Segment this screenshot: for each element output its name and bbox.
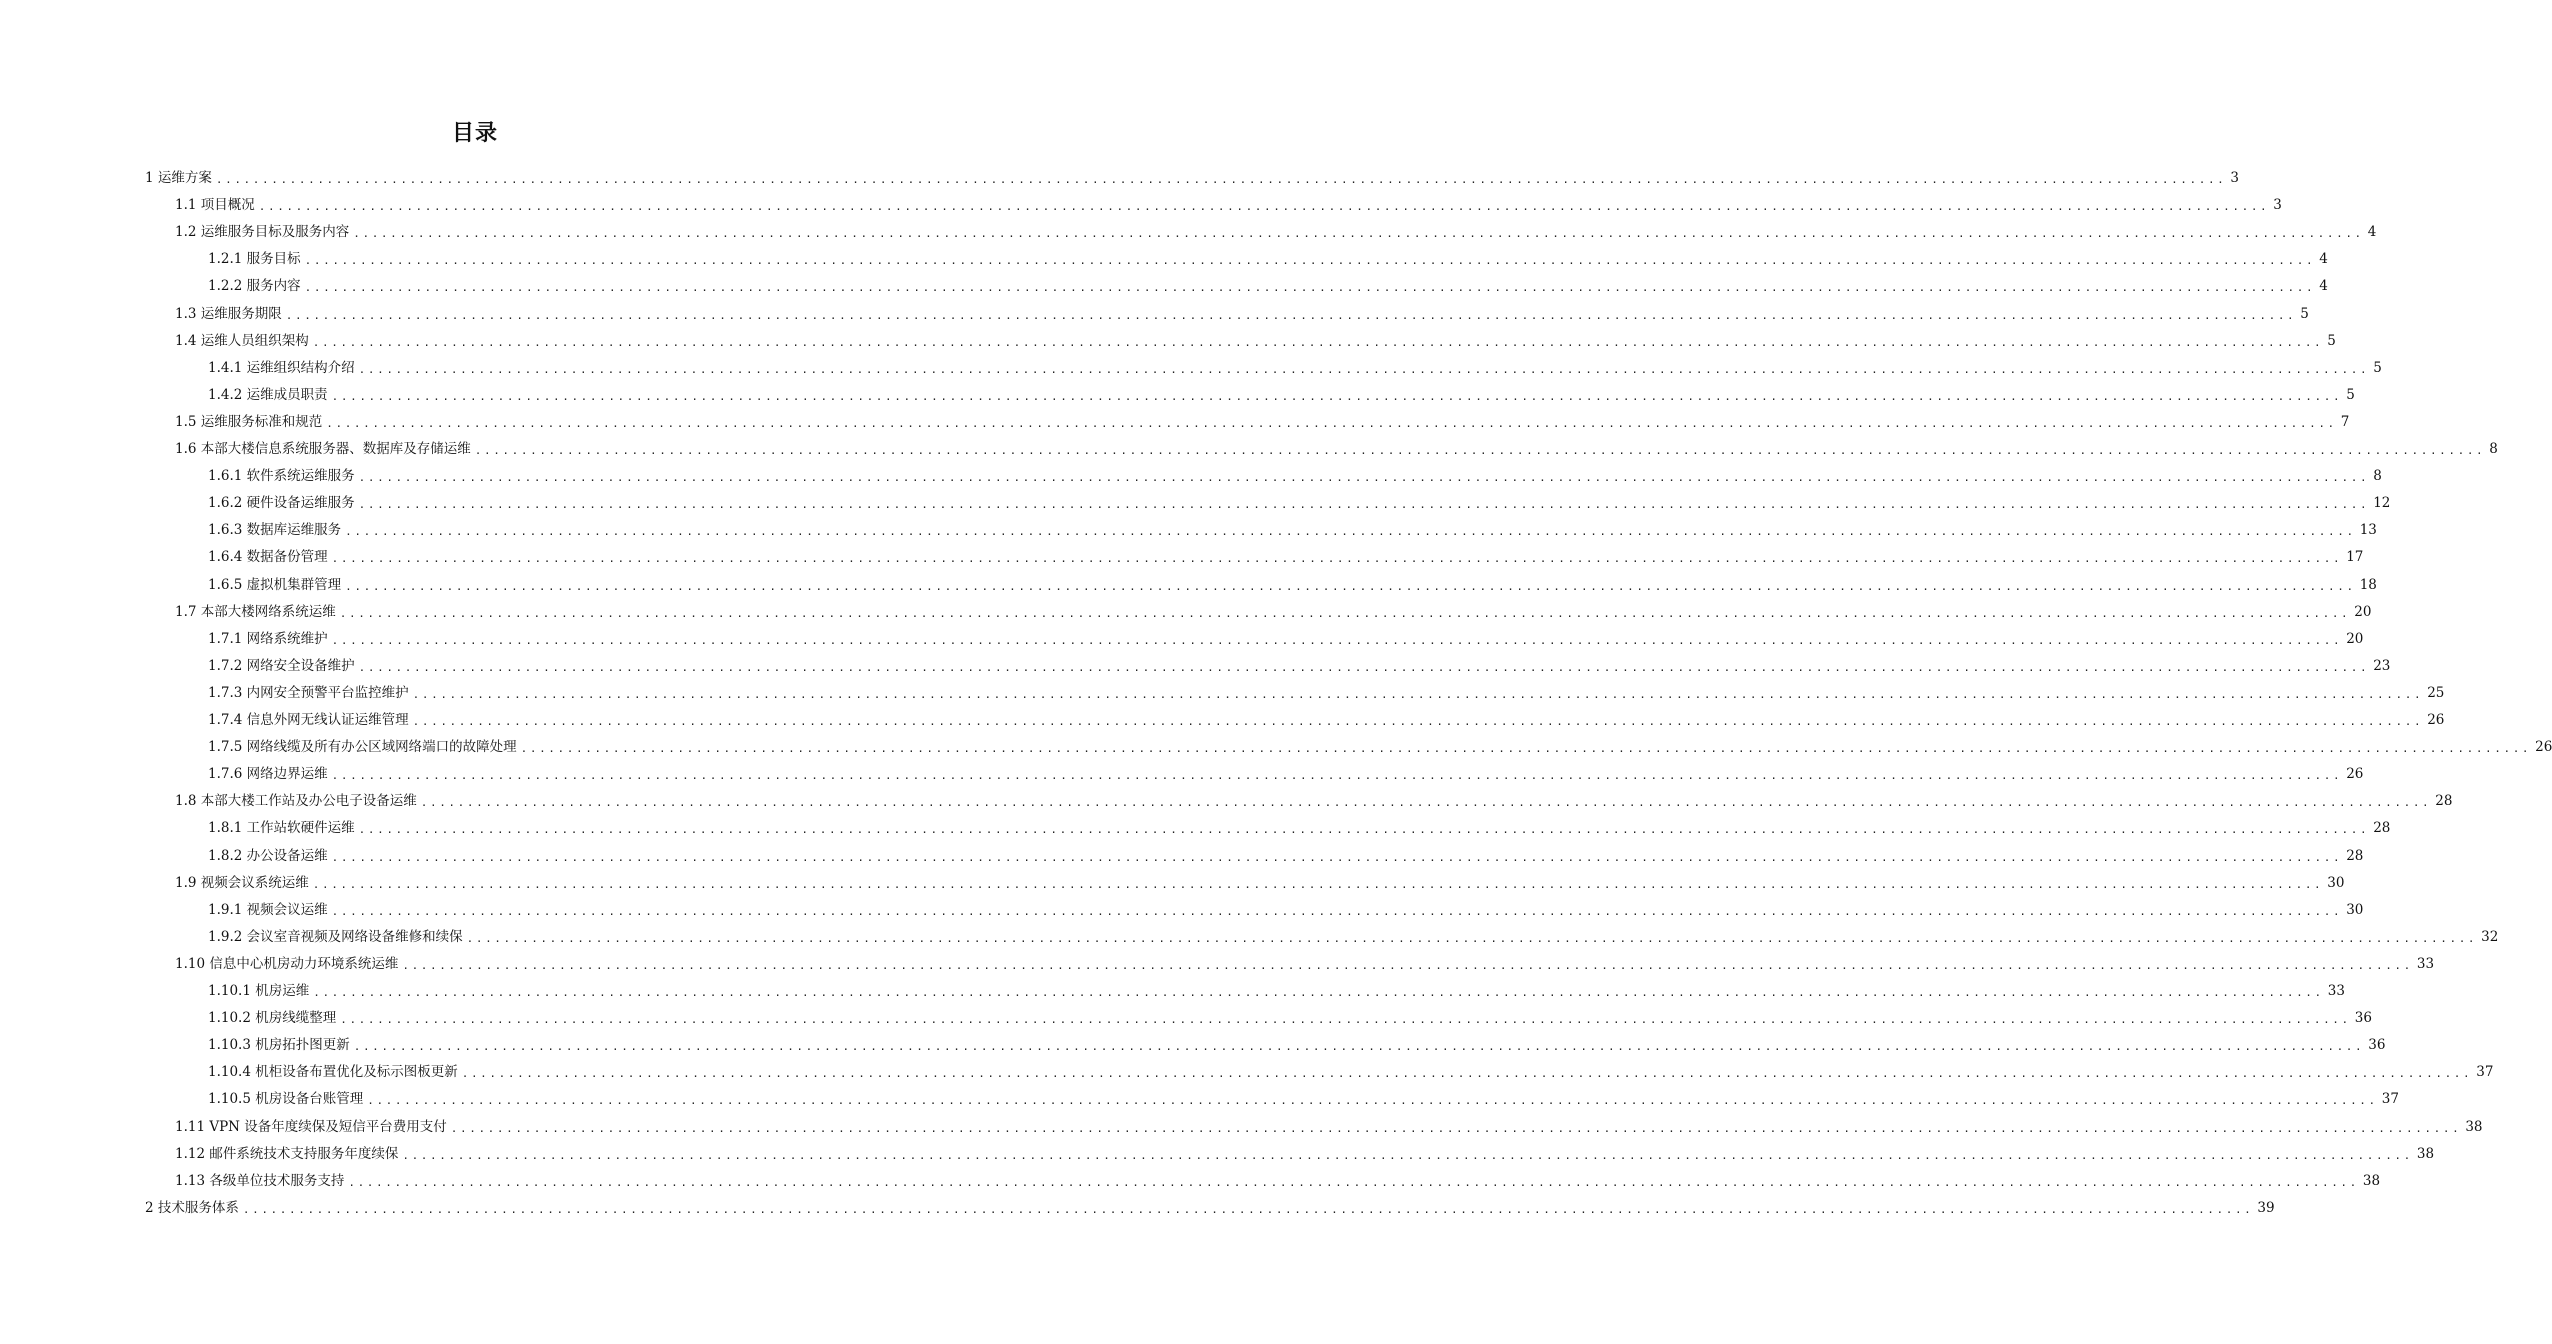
toc-entry[interactable] xyxy=(208,246,2328,273)
toc-dot-leader: .......................................................................................................................................................................................................................... xyxy=(358,471,2370,485)
toc-entry-title: 1.9.2 会议室音视频及网络设备维修和续保 xyxy=(208,928,463,945)
toc-dot-leader: .......................................................................................................................................................................................................................... xyxy=(304,281,2316,295)
toc-entry-title: 1.10.1 机房运维 xyxy=(208,983,310,999)
toc-entry[interactable] xyxy=(175,870,2345,897)
toc-page-number: 26 xyxy=(2346,766,2364,783)
toc-entry-title: 1.9.1 视频会议运维 xyxy=(208,901,328,918)
toc-page-number: 3 xyxy=(2230,170,2240,186)
toc-entry-title: 1.7.6 网络边界运维 xyxy=(208,766,328,783)
toc-page-number: 25 xyxy=(2427,684,2445,701)
toc-dot-leader: .......................................................................................................................................................................................................................... xyxy=(345,525,2356,539)
toc-entry-title: 1.13 各级单位技术服务支持 xyxy=(175,1172,345,1189)
toc-entry[interactable] xyxy=(208,680,2445,707)
toc-dot-leader: .......................................................................................................................................................................................................................... xyxy=(367,1094,2378,1108)
toc-entry[interactable] xyxy=(208,815,2391,842)
toc-page-number: 28 xyxy=(2435,793,2453,810)
toc-entry-title: 1.7 本部大楼网络系统运维 xyxy=(175,603,336,620)
toc-entry-title: 1.5 运维服务标准和规范 xyxy=(175,413,323,430)
toc-page-number: 30 xyxy=(2346,901,2364,918)
toc-entry[interactable] xyxy=(208,1086,2399,1113)
toc-entry[interactable] xyxy=(208,1032,2386,1059)
toc-dot-leader: .......................................................................................................................................................................................................................... xyxy=(466,931,2478,945)
toc-page-number: 39 xyxy=(2257,1199,2275,1216)
toc-dot-leader: .......................................................................................................................................................................................................................... xyxy=(331,850,2343,864)
toc-entry-title: 1 运维方案 xyxy=(145,170,212,186)
toc-entry[interactable] xyxy=(175,1168,2381,1195)
toc-dot-leader: .......................................................................................................................................................................................................................... xyxy=(304,254,2316,268)
toc-entry-title: 1.7.1 网络系统维护 xyxy=(208,630,328,647)
toc-entry-title: 1.4.2 运维成员职责 xyxy=(208,386,328,403)
toc-entry[interactable] xyxy=(208,707,2445,734)
toc-entry-title: 2 技术服务体系 xyxy=(145,1199,239,1216)
toc-dot-leader: .......................................................................................................................................................................................................................... xyxy=(258,200,2270,214)
toc-dot-leader: .......................................................................................................................................................................................................................... xyxy=(461,1067,2473,1081)
toc-entry-title: 1.1 项目概况 xyxy=(175,197,255,214)
toc-entry-title: 1.4.1 运维组织结构介绍 xyxy=(208,359,355,376)
toc-entry[interactable] xyxy=(208,382,2355,409)
toc-page-number: 5 xyxy=(2373,359,2382,376)
toc-entry[interactable] xyxy=(175,409,2350,436)
toc-entry-title: 1.3 运维服务期限 xyxy=(175,305,282,322)
toc-entry-title: 1.12 邮件系统技术支持服务年度续保 xyxy=(175,1145,399,1162)
toc-entry[interactable] xyxy=(208,761,2364,788)
toc-entry-title: 1.8 本部大楼工作站及办公电子设备运维 xyxy=(175,793,417,810)
toc-page-number: 3 xyxy=(2273,197,2282,214)
toc-entry-title: 1.10.4 机柜设备布置优化及标示图板更新 xyxy=(208,1064,458,1081)
toc-entry[interactable] xyxy=(208,490,2391,517)
toc-page-number: 28 xyxy=(2373,820,2391,837)
toc-entry-title: 1.10.5 机房设备台账管理 xyxy=(208,1091,364,1108)
toc-page-number: 30 xyxy=(2327,874,2345,891)
toc-page-number: 18 xyxy=(2359,576,2377,593)
toc-page-number: 28 xyxy=(2346,847,2364,864)
toc-entry-title: 1.7.4 信息外网无线认证运维管理 xyxy=(208,712,409,728)
toc-dot-leader: .......................................................................................................................................................................................................................... xyxy=(420,796,2432,810)
toc-entry[interactable] xyxy=(175,219,2377,246)
toc-page-number: 4 xyxy=(2319,278,2328,295)
toc-entry[interactable] xyxy=(208,897,2364,924)
toc-page-number: 38 xyxy=(2416,1145,2435,1162)
toc-page-number: 20 xyxy=(2346,630,2364,647)
toc-entry-title: 1.8.1 工作站软硬件运维 xyxy=(208,820,355,837)
toc-entry-title: 1.10 信息中心机房动力环境系统运维 xyxy=(175,955,399,972)
toc-entry[interactable] xyxy=(208,924,2499,951)
toc-dot-leader: .......................................................................................................................................................................................................................... xyxy=(358,498,2370,512)
toc-dot-leader: .......................................................................................................................................................................................................................... xyxy=(474,444,2486,457)
toc-page-number: 12 xyxy=(2373,495,2391,512)
toc-page-number: 17 xyxy=(2346,549,2364,566)
toc-dot-leader: .......................................................................................................................................................................................................................... xyxy=(402,1148,2413,1162)
toc-entry[interactable] xyxy=(208,463,2382,490)
toc-entry[interactable] xyxy=(175,436,2498,463)
toc-entry[interactable] xyxy=(208,1059,2494,1086)
toc-dot-leader: .......................................................................................................................................................................................................................... xyxy=(520,742,2532,756)
toc-page-number: 38 xyxy=(2465,1118,2483,1135)
toc-page-number: 13 xyxy=(2359,522,2377,539)
toc-page-number: 33 xyxy=(2327,983,2345,999)
toc-dot-leader: .......................................................................................................................................................................................................................... xyxy=(358,362,2370,376)
toc-entry-title: 1.7.5 网络线缆及所有办公区域网络端口的故障处理 xyxy=(208,739,517,756)
toc-page-number: 8 xyxy=(2373,468,2382,485)
toc-entry[interactable] xyxy=(145,1195,2275,1222)
toc-dot-leader: .......................................................................................................................................................................................................................... xyxy=(412,715,2424,728)
toc-entry[interactable] xyxy=(175,301,2309,328)
toc-entry-title: 1.6 本部大楼信息系统服务器、数据库及存储运维 xyxy=(175,441,471,457)
toc-entry-title: 1.8.2 办公设备运维 xyxy=(208,847,328,864)
toc-page-number: 37 xyxy=(2476,1064,2494,1081)
toc-page-number: 37 xyxy=(2381,1091,2399,1108)
toc-entry[interactable] xyxy=(208,273,2328,300)
toc-dot-leader: .......................................................................................................................................................................................................................... xyxy=(348,1175,2359,1189)
toc-entry[interactable] xyxy=(145,165,2240,192)
toc-entry-title: 1.2.2 服务内容 xyxy=(208,278,301,295)
toc-entry[interactable] xyxy=(175,1114,2483,1141)
toc-entry[interactable] xyxy=(175,951,2435,978)
toc-entry-title: 1.9 视频会议系统运维 xyxy=(175,874,309,891)
toc-entry-title: 1.2.1 服务目标 xyxy=(208,251,301,268)
toc-entry-title: 1.6.4 数据备份管理 xyxy=(208,549,328,566)
toc-entry[interactable] xyxy=(208,355,2382,382)
toc-dot-leader: .......................................................................................................................................................................................................................... xyxy=(345,579,2356,593)
toc-dot-leader: .......................................................................................................................................................................................................................... xyxy=(353,227,2364,241)
toc-entry[interactable] xyxy=(208,734,2552,761)
toc-dot-leader: .......................................................................................................................................................................................................................... xyxy=(285,308,2297,322)
toc-dot-leader: .......................................................................................................................................................................................................................... xyxy=(331,552,2343,566)
toc-dot-leader: .......................................................................................................................................................................................................................... xyxy=(358,660,2370,674)
toc-dot-leader: .......................................................................................................................................................................................................................... xyxy=(340,1013,2351,1027)
toc-entry-title: 1.2 运维服务目标及服务内容 xyxy=(175,224,350,241)
toc-dot-leader: .......................................................................................................................................................................................................................... xyxy=(412,687,2424,701)
toc-entry[interactable] xyxy=(208,517,2377,544)
toc-page-number: 5 xyxy=(2300,305,2309,322)
toc-page-number: 23 xyxy=(2373,657,2391,674)
toc-dot-leader: .......................................................................................................................................................................................................................... xyxy=(331,769,2343,783)
toc-entry[interactable] xyxy=(208,978,2345,1005)
toc-entry[interactable] xyxy=(175,192,2282,219)
toc-entry-title: 1.6.5 虚拟机集群管理 xyxy=(208,576,342,593)
toc-entry-title: 1.10.2 机房线缆整理 xyxy=(208,1010,337,1027)
toc-dot-leader: .......................................................................................................................................................................................................................... xyxy=(353,1040,2365,1054)
toc-dot-leader: .......................................................................................................................................................................................................................... xyxy=(339,606,2351,620)
toc-dot-leader: .......................................................................................................................................................................................................................... xyxy=(312,335,2324,349)
toc-dot-leader: .......................................................................................................................................................................................................................... xyxy=(326,416,2337,430)
toc-entry[interactable] xyxy=(175,599,2372,626)
toc-page-number: 4 xyxy=(2367,224,2377,241)
toc-entry[interactable] xyxy=(175,328,2336,355)
toc-dot-leader: .......................................................................................................................................................................................................................... xyxy=(358,823,2370,837)
toc-entry[interactable] xyxy=(175,788,2453,815)
toc-page-number: 26 xyxy=(2427,712,2445,728)
toc-page-number: 38 xyxy=(2362,1172,2381,1189)
toc-dot-leader: .......................................................................................................................................................................................................................... xyxy=(331,633,2343,647)
toc-dot-leader: .......................................................................................................................................................................................................................... xyxy=(215,173,2227,186)
toc-entry-title: 1.4 运维人员组织架构 xyxy=(175,332,309,349)
toc-page-number: 8 xyxy=(2489,441,2498,457)
toc-entry[interactable] xyxy=(208,626,2364,653)
toc-page-number: 36 xyxy=(2368,1037,2386,1054)
toc-dot-leader: .......................................................................................................................................................................................................................... xyxy=(331,389,2343,403)
toc-entry[interactable] xyxy=(208,572,2377,599)
toc-page-number: 7 xyxy=(2340,413,2350,430)
page-title: 目录 xyxy=(451,121,498,146)
toc-entry[interactable] xyxy=(208,544,2364,571)
toc-page-number: 26 xyxy=(2535,739,2552,756)
toc-entry[interactable] xyxy=(175,1141,2435,1168)
toc-entry-title: 1.6.2 硬件设备运维服务 xyxy=(208,495,355,512)
toc-page-number: 32 xyxy=(2481,928,2499,945)
toc-entry-title: 1.10.3 机房拓扑图更新 xyxy=(208,1037,350,1054)
toc-entry-title: 1.7.2 网络安全设备维护 xyxy=(208,657,355,674)
toc-entry-title: 1.7.3 内网安全预警平台监控维护 xyxy=(208,684,409,701)
toc-entry-title: 1.6.3 数据库运维服务 xyxy=(208,522,342,539)
toc-dot-leader: .......................................................................................................................................................................................................................... xyxy=(450,1121,2462,1135)
toc-page-number: 5 xyxy=(2346,386,2355,403)
toc-dot-leader: .......................................................................................................................................................................................................................... xyxy=(331,904,2343,918)
toc-page-number: 20 xyxy=(2354,603,2372,620)
toc-dot-leader: .......................................................................................................................................................................................................................... xyxy=(242,1202,2254,1216)
toc-page-number: 36 xyxy=(2354,1010,2372,1027)
toc-entry-title: 1.6.1 软件系统运维服务 xyxy=(208,468,355,485)
toc-page-number: 5 xyxy=(2327,332,2336,349)
toc-page-number: 4 xyxy=(2319,251,2328,268)
toc-dot-leader: .......................................................................................................................................................................................................................... xyxy=(402,958,2413,972)
toc-page-number: 33 xyxy=(2416,955,2435,972)
toc-entry[interactable] xyxy=(208,843,2364,870)
toc-entry[interactable] xyxy=(208,653,2391,680)
toc-dot-leader: .......................................................................................................................................................................................................................... xyxy=(313,986,2324,999)
toc-entry-title: 1.11 VPN 设备年度续保及短信平台费用支付 xyxy=(175,1118,447,1135)
toc-dot-leader: .......................................................................................................................................................................................................................... xyxy=(312,877,2324,891)
toc-entry[interactable] xyxy=(208,1005,2372,1032)
